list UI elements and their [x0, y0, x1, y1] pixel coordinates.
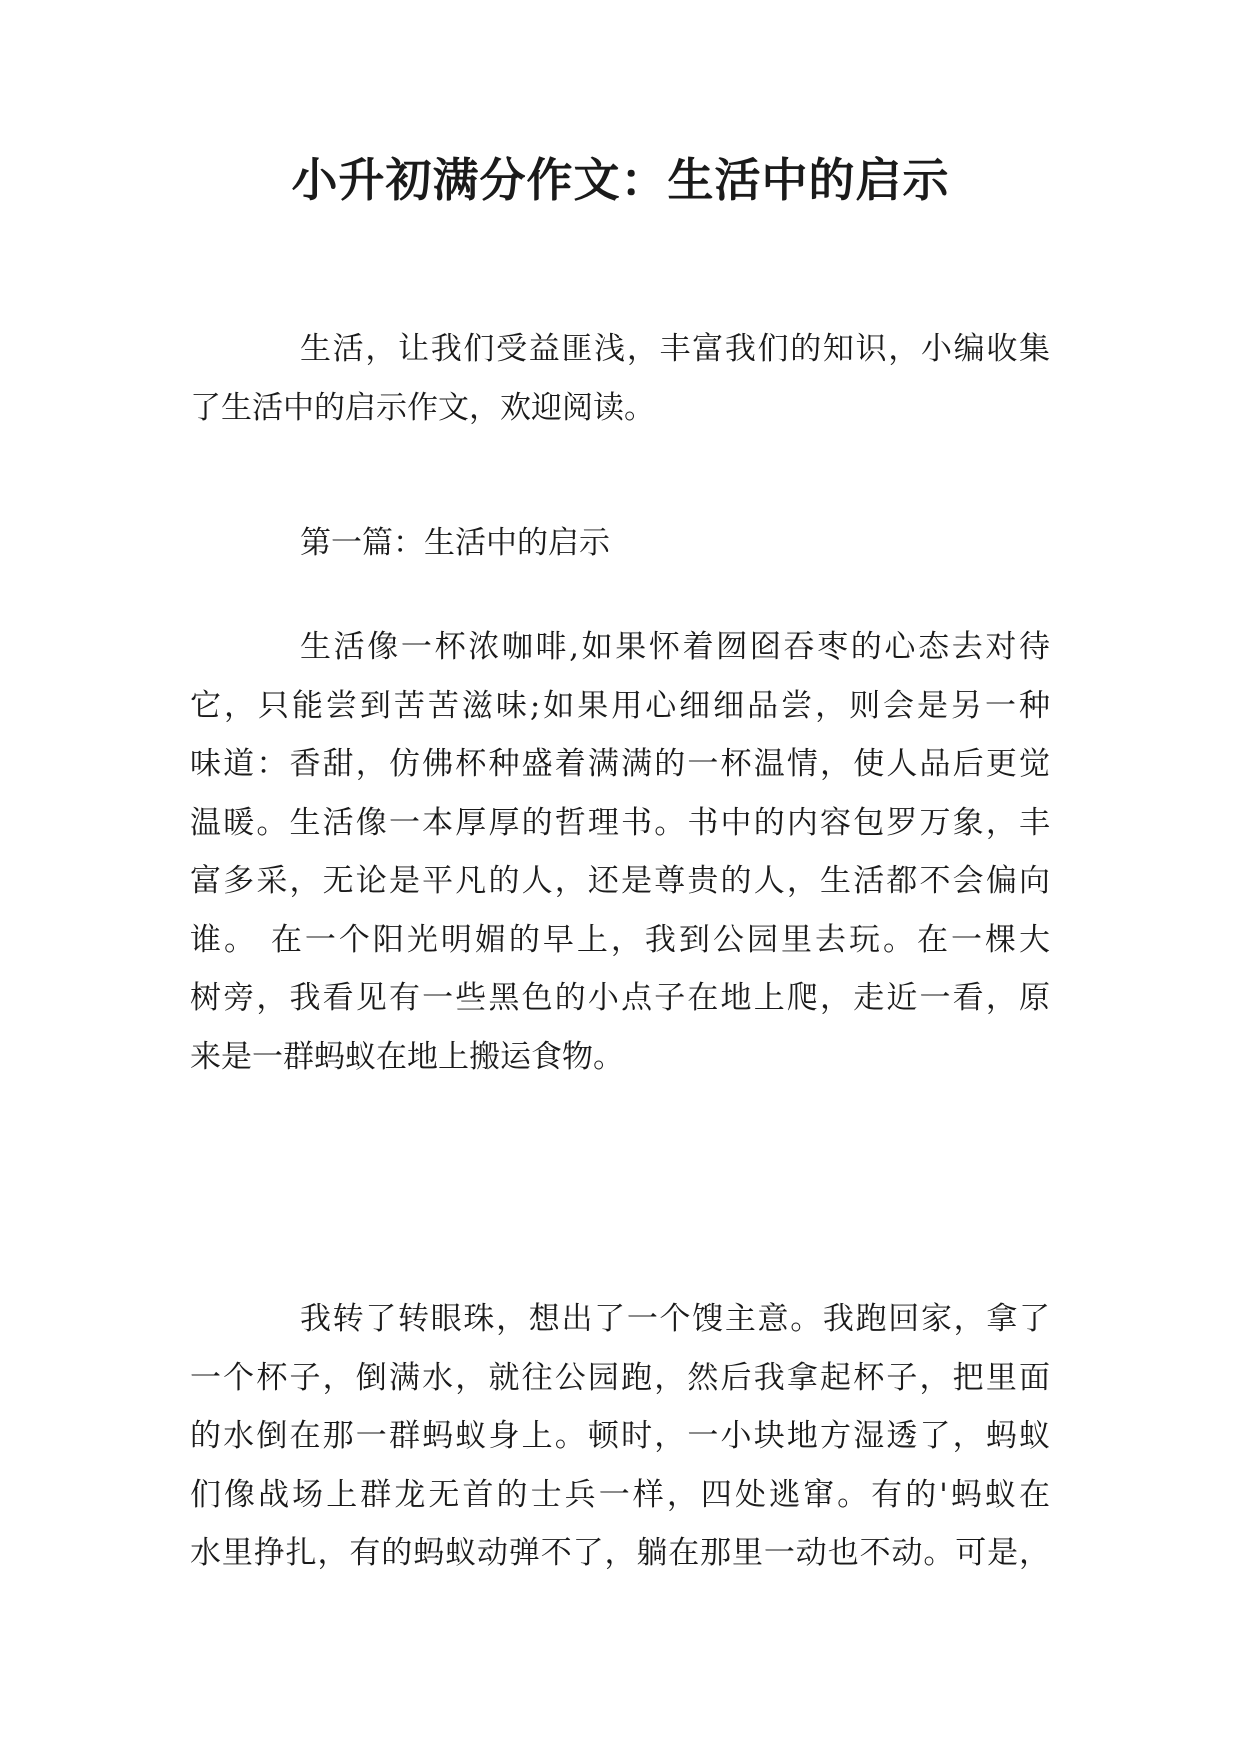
paragraph-line: 它，只能尝到苦苦滋味;如果用心细细品尝，则会是另一种 — [190, 687, 1050, 724]
paragraph-line: 我转了转眼珠，想出了一个馊主意。我跑回家，拿了 — [300, 1301, 1050, 1337]
intro-line: 生活，让我们受益匪浅，丰富我们的知识，小编收集 — [300, 331, 1050, 367]
paragraph-line: 来是一群蚂蚁在地上搬运食物。 — [190, 1038, 624, 1075]
paragraph-line: 一个杯子，倒满水，就往公园跑，然后我拿起杯子，把里面 — [190, 1359, 1050, 1396]
intro-line: 了生活中的启示作文，欢迎阅读。 — [190, 389, 655, 426]
paragraph-line: 味道：香甜，仿佛杯种盛着满满的一杯温情，使人品后更觉 — [190, 746, 1050, 782]
paragraph-2 — [190, 1290, 1050, 1583]
intro-paragraph — [190, 320, 1050, 437]
paragraph-line: 谁。 在一个阳光明媚的早上，我到公园里去玩。在一棵大 — [190, 921, 1050, 958]
page-title: 小升初满分作文：生活中的启示 — [291, 153, 950, 207]
paragraph-line: 的水倒在那一群蚂蚁身上。顿时，一小块地方湿透了，蚂蚁 — [190, 1418, 1050, 1454]
paragraph-line: 水里挣扎，有的蚂蚁动弹不了，躺在那里一动也不动。可是， — [190, 1535, 1050, 1571]
paragraph-line: 生活像一杯浓咖啡,如果怀着囫囵吞枣的心态去对待 — [300, 629, 1050, 665]
paragraph-1 — [190, 618, 1050, 1086]
section-heading-block — [190, 514, 1050, 573]
paragraph-line: 树旁，我看见有一些黑色的小点子在地上爬，走近一看，原 — [190, 980, 1050, 1016]
paragraph-line: 富多采，无论是平凡的人，还是尊贵的人，生活都不会偏向 — [190, 863, 1050, 899]
section-heading: 第一篇：生活中的启示 — [300, 525, 610, 561]
paragraph-line: 们像战场上群龙无首的士兵一样，四处逃窜。有的'蚂蚁在 — [190, 1476, 1050, 1513]
paragraph-line: 温暖。生活像一本厚厚的哲理书。书中的内容包罗万象，丰 — [190, 804, 1050, 841]
